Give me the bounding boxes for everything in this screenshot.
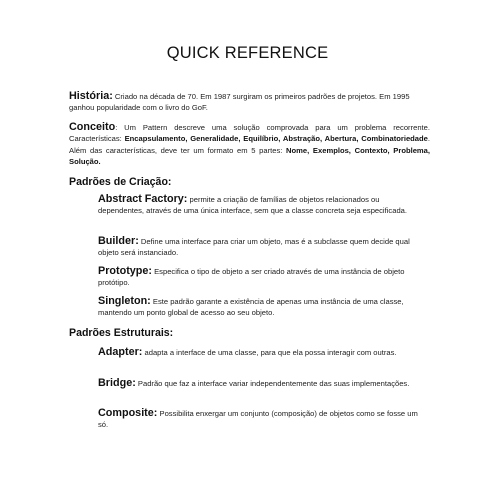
creational-item-builder (98, 236, 424, 259)
conceito-parts: Nome, Exemplos, Contexto, Problema, Solução. (69, 145, 431, 167)
creational-item-singleton (98, 296, 424, 319)
creational-item-abstract-factory (98, 194, 424, 217)
item-text: permite a criação de famílias de objetos relacionados ou dependentes, através de uma única interface, sem que a classe concreta seja especificada. (98, 195, 407, 216)
structural-item-composite (98, 408, 424, 431)
item-term: Singleton: (98, 295, 151, 307)
item-term: Abstract Factory: (98, 193, 188, 205)
item-text: Padrão que faz a interface variar independentemente das suas implementações. (135, 379, 410, 388)
creational-item-prototype (98, 266, 424, 289)
item-term: Composite: (98, 407, 158, 419)
conceito-text-2: . Além das características, deve ter um formato em 5 partes: (69, 134, 431, 155)
conceito-term: Conceito (69, 121, 116, 133)
item-term: Bridge: (98, 377, 136, 389)
item-text: Possibilita enxergar um conjunto (composição) de objetos como se fosse um só. (98, 409, 418, 430)
item-term: Prototype: (98, 265, 152, 277)
item-text: adapta a interface de uma classe, para que ela possa interagir com outras. (142, 348, 397, 357)
item-term: Builder: (98, 235, 139, 247)
historia-paragraph (69, 91, 430, 114)
creational-heading: Padrões de Criação: (69, 176, 172, 188)
structural-item-adapter (98, 347, 424, 358)
page-title: QUICK REFERENCE (166, 44, 329, 62)
historia-text: Criado na década de 70. Em 1987 surgiram os primeiros padrões de projetos. Em 1995 ganhou popularidade com o livro do GoF. (69, 92, 410, 113)
historia-term: História: (69, 90, 113, 102)
conceito-text-1: : Um Pattern descreve uma solução comprovada para um problema recorrente. Características: (69, 123, 430, 144)
item-term: Adapter: (98, 346, 143, 358)
structural-item-bridge (98, 378, 424, 389)
structural-heading: Padrões Estruturais: (69, 327, 174, 339)
conceito-paragraph (69, 122, 430, 168)
conceito-characteristics: Encapsulamento, Generalidade, Equilíbrio, Abstração, Abertura, Combinatoriedade (124, 134, 428, 144)
item-text: Define uma interface para criar um objeto, mas é a subclasse quem decide qual objeto será instanciado. (98, 237, 410, 258)
item-text: Especifica o tipo de objeto a ser criado através de uma instância de objeto protótipo. (98, 267, 405, 288)
item-text: Este padrão garante a existência de apenas uma instância de uma classe, mantendo um ponto global de acesso ao seu objeto. (98, 297, 404, 318)
